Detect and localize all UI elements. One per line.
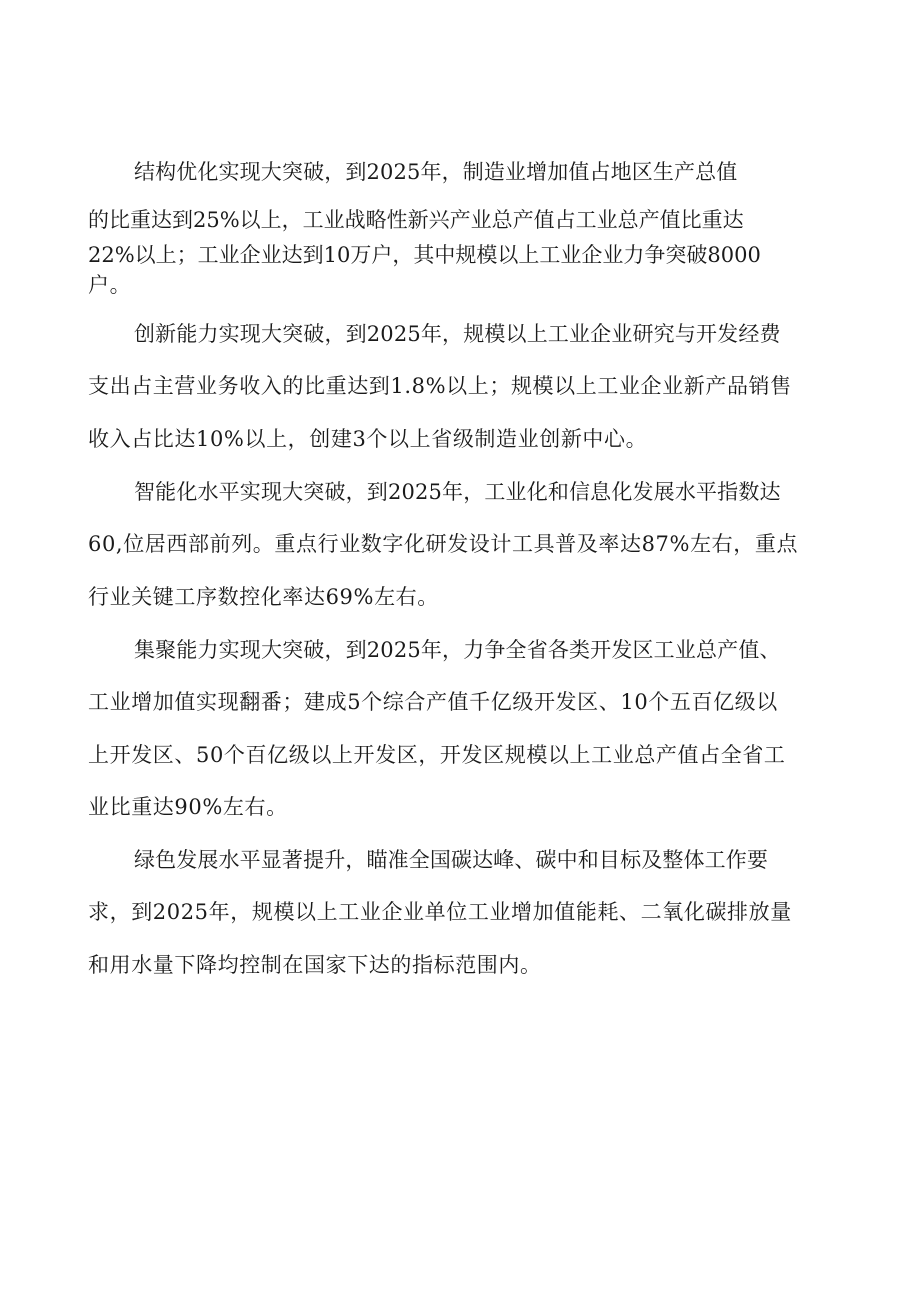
paragraph-5-line-3: 和用水量下降均控制在国家下达的指标范围内。 <box>88 953 542 977</box>
paragraph-1-line-3: 22%以上；工业企业达到10万户，其中规模以上工业企业力争突破8000 <box>88 243 761 267</box>
paragraph-3-line-1: 智能化水平实现大突破，到2025年，工业化和信息化发展水平指数达 <box>134 480 781 504</box>
paragraph-4-line-3: 上开发区、50个百亿级以上开发区，开发区规模以上工业总产值占全省工 <box>88 743 786 767</box>
paragraph-1-line-1: 结构优化实现大突破，到2025年，制造业增加值占地区生产总值 <box>134 160 738 184</box>
paragraph-4-line-1: 集聚能力实现大突破，到2025年，力争全省各类开发区工业总产值、 <box>134 638 781 662</box>
paragraph-4-line-4: 业比重达90%左右。 <box>88 795 288 819</box>
paragraph-4-line-2: 工业增加值实现翻番；建成5个综合产值千亿级开发区、10个五百亿级以 <box>88 690 778 714</box>
paragraph-5-line-1: 绿色发展水平显著提升，瞄准全国碳达峰、碳中和目标及整体工作要 <box>134 848 768 872</box>
paragraph-5-line-2: 求，到2025年，规模以上工业企业单位工业增加值能耗、二氧化碳排放量 <box>88 900 792 924</box>
paragraph-2-line-1: 创新能力实现大突破，到2025年，规模以上工业企业研究与开发经费 <box>134 322 781 346</box>
paragraph-3-line-3: 行业关键工序数控化率达69%左右。 <box>88 585 439 609</box>
paragraph-1-line-4: 户。 <box>88 273 132 297</box>
paragraph-2-line-3: 收入占比达10%以上，创建3个以上省级制造业创新中心。 <box>88 427 648 451</box>
paragraph-3-line-2: 60,位居西部前列。重点行业数字化研发设计工具普及率达87%左右，重点 <box>88 532 799 556</box>
paragraph-1-line-2: 的比重达到25%以上，工业战略性新兴产业总产值占工业总产值比重达 <box>88 208 744 232</box>
paragraph-2-line-2: 支出占主营业务收入的比重达到1.8%以上；规模以上工业企业新产品销售 <box>88 374 792 398</box>
